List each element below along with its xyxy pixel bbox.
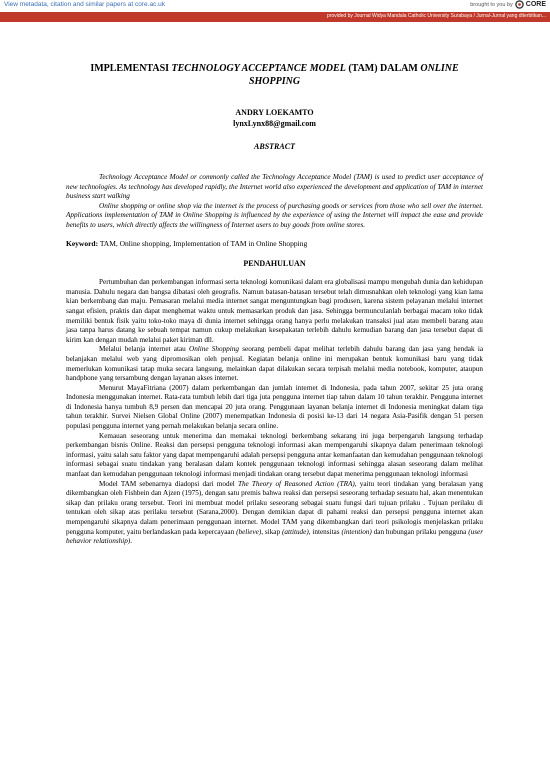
abstract-paragraph: Technology Acceptance Model or commonly called the Technology Acceptance Model (TAM) is used to predict user acceptance of new technologies. As technology has developed rapidly, the Internet world also experienced the development and application of TAM in internet business start walking — [66, 173, 483, 201]
brought-by[interactable] — [470, 0, 546, 9]
metadata-link[interactable]: View metadata, citation and similar papers at core.ac.uk — [4, 1, 166, 8]
text-span: Melalui belanja internet atau — [99, 345, 189, 354]
paper-page — [66, 62, 483, 547]
abstract-heading: ABSTRACT — [254, 142, 295, 151]
body-paragraph: Menurut MayaFitriana (2007) dalam perkembangan dan jumlah internet di Indonesia, pada tahun 2007, sekitar 25 juta orang Indonesia menggunakan internet. Rata-rata tumbuh lebih dari tiga juta pengguna internet tiap tahun dalam 10 tahun terakhir. Pengguna internet di Indonesia hanya tumbuh 8,9 persen dan mencapai 20 juta orang. Penggunaan layanan belanja internet di Indonesia meningkat dalam tiga tahun terakhir. Survei Nielsen Global Online (2007) menempatkan Indonesia di posisi ke-13 dari 14 negara Asia-Pasifik dengan 51 persen populasi pengguna internet yang pernah melakukan belanja secara online. — [66, 383, 483, 431]
provider-banner — [0, 12, 550, 22]
author-block — [66, 107, 483, 129]
core-logo-text: CORE — [525, 1, 546, 8]
text-span: (user behavior relationship) — [66, 527, 484, 546]
paper-title — [66, 62, 483, 88]
abstract-paragraph: Online shopping or online shop via the internet is the process of purchasing goods or services from those who sell over the internet. Applications implementation of TAM in Online Shopping is influenced by the experience of using the Internet will impact the ease and provide benefits to users, which directly affects the willingness of Internet users to buy goods from online stores. — [66, 201, 483, 229]
keywords — [66, 239, 483, 249]
text-span: , yaitu teori tindakan yang beralasan yang dikembangkan oleh Fishbein dan Ajzen (1975), dengan satu premis bahwa reaksi dan persepsi seseorang terhadap sesuatu hal, akan menentukan sikap dan prilaku orang tersebut. Teori ini membuat model prilaku seseorang sebagai suatu fungsi dari tujuan prilaku . Tujuan perilaku di tentukan oleh sikap atas perilaku tersebut (Sarana,2000). Dengan demikian dapat di pahami reaksi dan persepsi pengguna internet akan mempengaruhi sikapnya dalam penerimaan penggunaan internet. Model TAM yang dikembangkan dari teori psikologis menjelaskan prilaku pengguna komputer, yaitu berlandaskan pada kepercayaan — [66, 479, 484, 536]
keyword-text: TAM, Online shopping, Implementation of TAM in Online Shopping — [98, 238, 308, 248]
text-span: Model TAM sebenarnya diadopsi dari model — [99, 479, 238, 488]
author-email: lynxLynx88@gmail.com — [233, 119, 316, 128]
text-span: seorang pembeli dapat melihat terlebih dahulu barang dan jasa yang hendak ia belanjakan melalui web yang dipromosikan oleh penjual. Kegiatan belanja online ini merupakan bentuk komunikasi baru yang tidak memerlukan komunikasi tatap muka secara langsung, melainkan dapat dilakukan secara terpisah melalui media notebook, komputer, ataupun handphone yang tersambung dengan layanan akses internet. — [66, 345, 484, 383]
body-paragraph — [66, 345, 483, 383]
abstract-body — [66, 173, 483, 231]
text-span: (intention) — [341, 527, 372, 536]
keyword-label: Keyword: — [66, 238, 99, 248]
core-logo-icon — [515, 0, 524, 9]
top-banner — [0, 0, 550, 12]
text-span: Online Shopping — [189, 345, 239, 354]
title-part: IMPLEMENTASI — [90, 63, 172, 74]
body-paragraph: Pertumbuhan dan perkembangan informasi serta teknologi komunikasi dalam era globalisasi mampu mengubah dunia dan kehidupan manusia. Dahulu negara dan bangsa dibatasi oleh geografis. Namun batasan-batasan tersebut telah dimusnahkan oleh teknologi yang kian lama kian berkembang dan maju. Pemasaran melalui media internet sangat menguntungkan bagi produsen, karena sistem pelayanan melalui internet sangat efisien, praktis dan dapat menghemat waktu untuk memasarkan produk dan jasa. Sehingga bermunculanlah berbagai macam toko tidak memiliki bentuk fisik yaitu toko-toko maya di dunia internet sehingga orang hanya perlu melakukan transaksi jual atau membeli barang atau jasa tanpa harus datang ke sebuah tempat namun cukup melakukan kesepakatan terlebih dahulu kemudian barang dan jasa tersebut dapat di kirim kan dengan mudah melalui paket kiriman dll. — [66, 278, 483, 344]
author-name: ANDRY LOEKAMTO — [235, 108, 314, 117]
text-span: dan hubungan prilaku pengguna — [371, 527, 469, 536]
text-span: , sikap — [261, 527, 282, 536]
text-span: , intensitas — [308, 527, 342, 536]
title-part: (TAM) DALAM — [345, 63, 421, 74]
body-paragraph — [66, 480, 483, 547]
brought-text: brought to you by — [470, 1, 513, 8]
section-heading: PENDAHULUAN — [243, 259, 306, 269]
title-part: ONLINE SHOPPING — [248, 63, 459, 87]
body-paragraph: Kemauan seseorang untuk menerima dan memakai teknologi berkembang sekarang ini juga berpengaruh langsung terhadap perkembangan bisnis Online. Reaksi dan persepsi pengguna teknologi informasi akan mempengaruhi sikapnya dalam penerimaan teknologi informasi, yaitu salah satu faktor yang dapat mempengaruhi adalah persepsi pengguna antar kemanfaatan dan kemudahan penggunaan teknologi informasi sebagai suatu tindakan yang beralasan dalam kontek penggunaan teknologi informasi sehingga alasan seseorang dalam melihat manfaat dan kemudahan penggunaan teknologi informasi menjadi tindakan orang tersebut dapat menerima penggunaan teknologi informasi — [66, 431, 483, 479]
text-span: (attitude) — [281, 527, 309, 536]
text-span: . — [130, 537, 133, 546]
body-text — [66, 278, 483, 547]
text-span: (believe) — [236, 527, 262, 536]
provider-link[interactable]: provided by Journal Widya Mandala Catholic University Surabaya / Jurnal-Jurnal yang diterbitkan... — [327, 13, 546, 19]
title-part: TECHNOLOGY ACCEPTANCE MODEL — [171, 63, 346, 74]
text-span: The Theory of Reasoned Action (TRA) — [237, 479, 355, 488]
